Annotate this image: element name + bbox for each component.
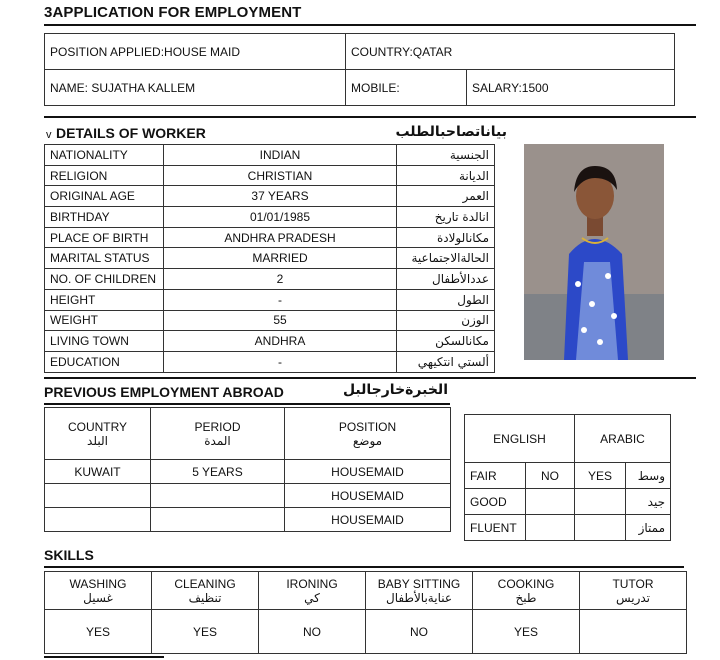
mobile-field: MOBILE: [346,70,467,106]
details-value: 2 [164,269,397,290]
details-row [45,165,495,186]
skill-name-ar: تدريس [615,590,651,605]
col-country-label: COUNTRY [67,419,128,434]
col-country [45,408,151,460]
language-english [526,515,575,541]
details-label: MARITAL STATUS [45,248,164,269]
details-row [45,186,495,207]
col-country-label-ar: البلد [87,433,108,448]
skill-value: YES [152,610,259,654]
skill-header [152,572,259,610]
details-label-ar: الديانة [397,165,495,186]
skill-value: NO [259,610,366,654]
skill-header [45,572,152,610]
skill-header [580,572,687,610]
details-label: NATIONALITY [45,145,164,166]
skill-name-ar: كي [304,590,320,605]
previous-position: HOUSEMAID [285,484,451,508]
details-heading-ar: بياناتصاحبالطلب [395,124,507,140]
previous-heading: PREVIOUS EMPLOYMENT ABROAD [44,384,284,400]
language-level: GOOD [465,489,526,515]
details-row [45,310,495,331]
details-label: EDUCATION [45,351,164,372]
skill-name: TUTOR [612,576,654,591]
details-rule [44,377,696,379]
skill-header [473,572,580,610]
details-row [45,331,495,352]
details-row [45,351,495,372]
header-table [44,33,675,106]
skill-header [259,572,366,610]
details-label: HEIGHT [45,289,164,310]
details-label: WEIGHT [45,310,164,331]
language-level-ar: ممتاز [626,515,671,541]
details-label-ar: انالدة تاريخ [397,207,495,228]
language-english [526,489,575,515]
language-row [465,489,671,515]
details-value: 01/01/1985 [164,207,397,228]
details-value: - [164,289,397,310]
details-label-ar: مكانالسكن [397,331,495,352]
skill-header [366,572,473,610]
previous-table [44,407,451,532]
details-label: PLACE OF BIRTH [45,227,164,248]
details-label-ar: ألستي انتكيهي [397,351,495,372]
details-value: MARRIED [164,248,397,269]
english-header: ENGLISH [465,415,575,463]
applicant-photo [524,144,664,360]
previous-row [45,508,451,532]
skill-name-ar: تنظيف [188,590,222,605]
previous-position: HOUSEMAID [285,508,451,532]
details-heading: DETAILS OF WORKER [56,125,206,141]
details-label: ORIGINAL AGE [45,186,164,207]
previous-country [45,484,151,508]
previous-rule [44,403,450,405]
skill-value: YES [45,610,152,654]
previous-row [45,460,451,484]
details-label-ar: الطول [397,289,495,310]
details-label: RELIGION [45,165,164,186]
details-row [45,227,495,248]
details-value: ANDHRA [164,331,397,352]
previous-country [45,508,151,532]
details-row [45,269,495,290]
skill-name: CLEANING [174,576,236,591]
remarks-rule [44,656,164,658]
arabic-header: ARABIC [575,415,671,463]
details-label-ar: العمر [397,186,495,207]
col-period-label: PERIOD [194,419,241,434]
previous-heading-ar: الخبرةخارجالبل [342,382,448,398]
position-applied: POSITION APPLIED:HOUSE MAID [45,34,346,70]
skill-name: WASHING [69,576,127,591]
language-level-ar: جيد [626,489,671,515]
language-level-ar: وسط [626,463,671,489]
salary-field: SALARY:1500 [467,70,675,106]
details-label-ar: الحالةالاجتماعية [397,248,495,269]
details-value: 55 [164,310,397,331]
name-field: NAME: SUJATHA KALLEM [45,70,346,106]
previous-period [151,484,285,508]
form-title: 3APPLICATION FOR EMPLOYMENT [44,4,302,21]
skill-name: BABY SITTING [377,576,461,591]
details-label: LIVING TOWN [45,331,164,352]
skill-name: IRONING [286,576,338,591]
previous-period: 5 YEARS [151,460,285,484]
details-label-ar: الوزن [397,310,495,331]
details-label: BIRTHDAY [45,207,164,228]
details-table [44,144,495,373]
language-row [465,515,671,541]
title-rule [44,24,696,26]
skill-value [580,610,687,654]
language-arabic [575,515,626,541]
details-row [45,289,495,310]
language-level: FAIR [465,463,526,489]
language-table [464,414,671,541]
skills-rule [44,566,684,568]
details-row [45,145,495,166]
language-level: FLUENT [465,515,526,541]
skill-name-ar: عنايةبالأطفال [385,590,453,605]
col-period [151,408,285,460]
details-value: CHRISTIAN [164,165,397,186]
skills-heading: SKILLS [44,547,94,563]
skill-name-ar: غسيل [83,590,113,605]
language-arabic: YES [575,463,626,489]
language-arabic [575,489,626,515]
previous-period [151,508,285,532]
details-label-ar: مكانالولادة [397,227,495,248]
skill-value: YES [473,610,580,654]
col-position-label: POSITION [338,419,397,434]
details-value: ANDHRA PRADESH [164,227,397,248]
country-field: COUNTRY:QATAR [346,34,675,70]
skills-table [44,571,687,654]
col-position [285,408,451,460]
details-label-ar: عددالأطفال [397,269,495,290]
details-value: INDIAN [164,145,397,166]
header-rule [44,116,696,118]
details-label-ar: الجنسية [397,145,495,166]
skill-name-ar: طبخ [515,590,537,605]
col-position-label-ar: موضع [352,433,383,448]
previous-position: HOUSEMAID [285,460,451,484]
language-row [465,463,671,489]
applicant-photo-icon [524,144,664,360]
skill-value: NO [366,610,473,654]
previous-country: KUWAIT [45,460,151,484]
details-value: - [164,351,397,372]
details-value: 37 YEARS [164,186,397,207]
previous-row [45,484,451,508]
language-english: NO [526,463,575,489]
details-row [45,248,495,269]
details-label: NO. OF CHILDREN [45,269,164,290]
details-row [45,207,495,228]
details-heading-prefix: v [46,129,52,141]
col-period-label-ar: المدة [204,433,231,448]
skill-name: COOKING [497,576,555,591]
